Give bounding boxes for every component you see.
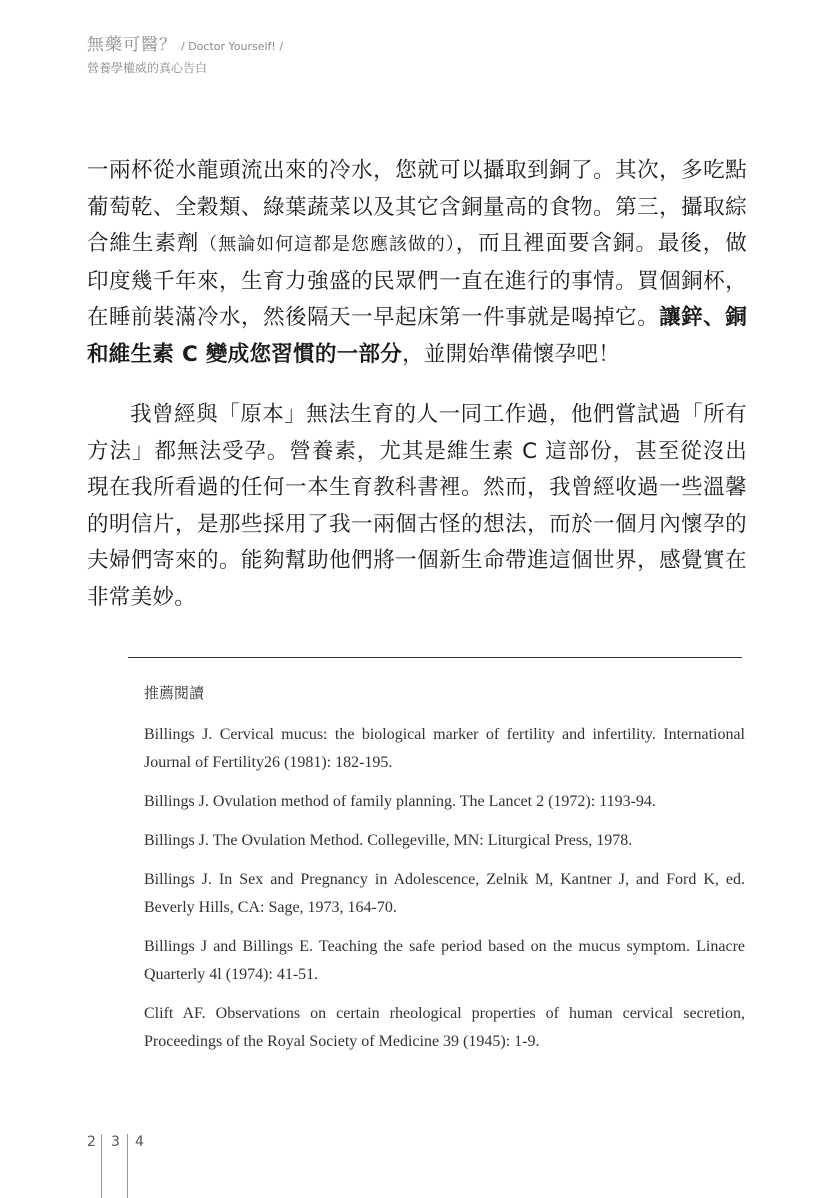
reference-item: Billings J and Billings E. Teaching the safe period based on the mucus symptom. Linacre Quarterly 4l (1974): 41-51. bbox=[144, 938, 745, 983]
paragraph-2: 我曾經與「原本」無法生育的人一同工作過，他們嘗試過「所有方法」都無法受孕。營養素，尤其是維生素 C 這部份，甚至從沒出現在我所看過的任何一本生育教科書裡。然而，我曾經收過一些溫馨的明信片，是那些採用了我一兩個古怪的想法，而於一個月內懷孕的夫婦們寄來的。能夠幫助他們將一個新生命帶進這個世界，感覺實在非常美妙。 bbox=[87, 402, 747, 610]
reference-item: Clift AF. Observations on certain rheological properties of human cervical secretion, Proceedings of the Royal Society of Medicine 39 (1945): 1-9. bbox=[144, 1005, 745, 1050]
page-number-digit: 3 bbox=[111, 1134, 120, 1150]
section-divider bbox=[128, 657, 742, 658]
book-subtitle: 營養學權威的真心告白 bbox=[87, 61, 208, 75]
body-text bbox=[87, 153, 747, 616]
paragraph-1-emphasis: 讓鋅、銅和維生素 C 變成您習慣的一部分 bbox=[87, 305, 747, 367]
page-number-separator bbox=[127, 1134, 128, 1198]
reference-item: Billings J. In Sex and Pregnancy in Adolescence, Zelnik M, Kantner J, and Ford K, ed. Beverly Hills, CA: Sage, 1973, 164-70. bbox=[144, 871, 745, 916]
paragraph-1 bbox=[87, 153, 747, 373]
paragraph-1-text-a: 一兩杯從水龍頭流出來的冷水，您就可以攝取到銅了。其次，多吃點葡萄乾、全穀類、綠葉蔬菜以及其它含銅量高的食物。第三，攝取綜合維生素劑 bbox=[87, 158, 747, 256]
references-heading: 推薦閱讀 bbox=[144, 684, 205, 702]
page-number-digit: 2 bbox=[87, 1134, 96, 1150]
paragraph-1-text-b: ，而且裡面要含銅。最後，做印度幾千年來，生育力強盛的民眾們一直在進行的事情。買個銅杯，在睡前裝滿冷水，然後隔天一早起床第一件事就是喝掉它。 bbox=[87, 231, 747, 330]
references-section bbox=[144, 682, 745, 1067]
paragraph-1-text-c: ，並開始準備懷孕吧！ bbox=[402, 341, 621, 367]
page-number bbox=[87, 1134, 147, 1198]
page-number-separator bbox=[101, 1134, 102, 1198]
book-title-english: / Doctor Yourself! / bbox=[181, 40, 284, 53]
paragraph-1-parenthetical: （無論如何這都是您應該做的） bbox=[199, 234, 456, 255]
page-number-digit: 4 bbox=[135, 1134, 144, 1150]
reference-item: Billings J. The Ovulation Method. Collegeville, MN: Liturgical Press, 1978. bbox=[144, 832, 633, 849]
reference-item: Billings J. Ovulation method of family planning. The Lancet 2 (1972): 1193-94. bbox=[144, 793, 656, 810]
book-title: 無藥可醫？ bbox=[87, 35, 177, 55]
reference-item: Billings J. Cervical mucus: the biological marker of fertility and infertility. International Journal of Fertility26 (1981): 182-195. bbox=[144, 726, 745, 771]
running-header bbox=[87, 30, 283, 76]
